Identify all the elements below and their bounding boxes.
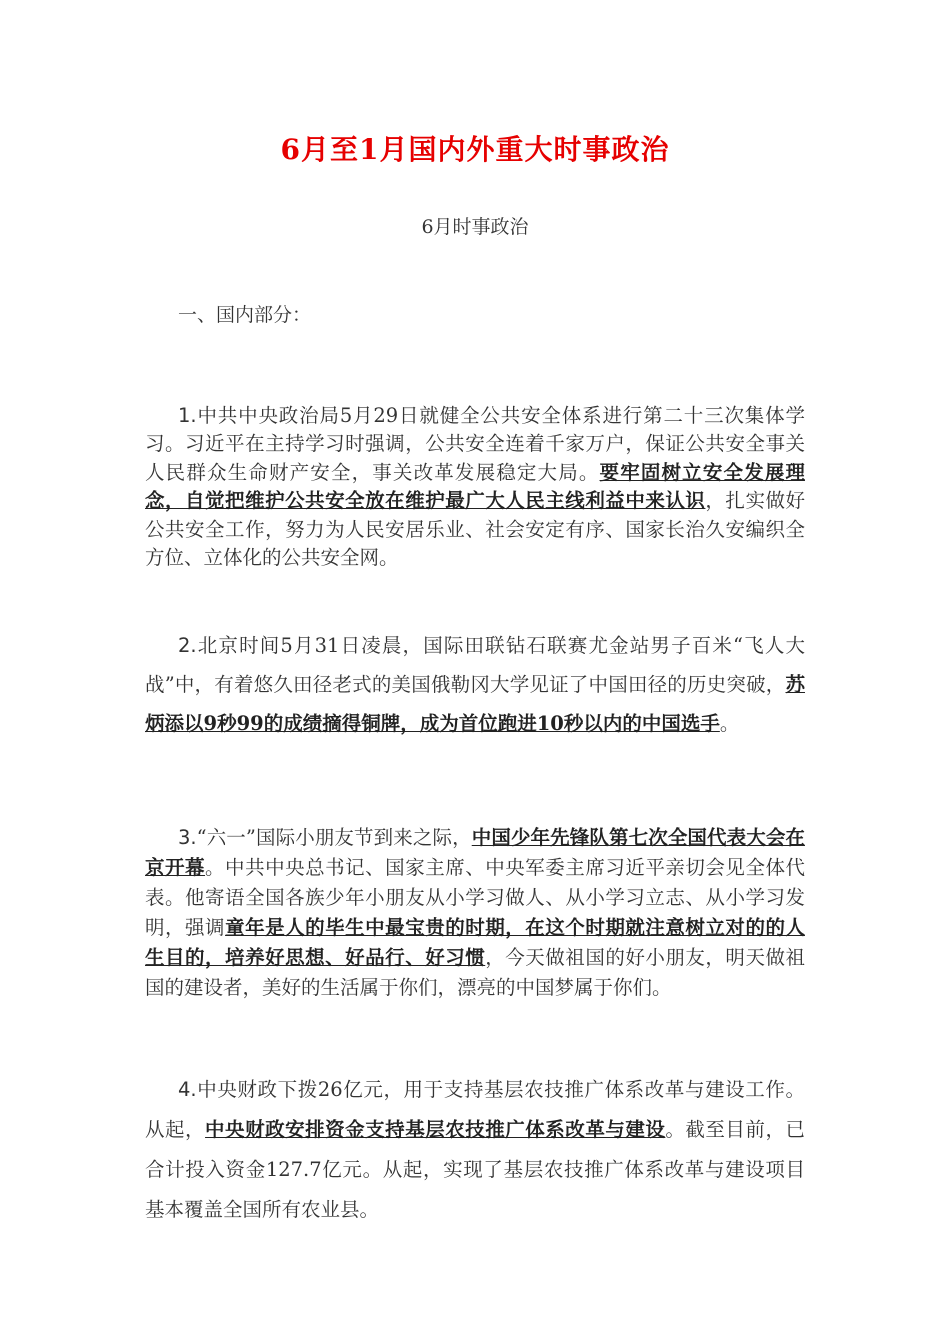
item-number: 3. [178,825,197,849]
item-emphasis: 中国少年先锋队第七次全国代表大会在京开幕 [145,825,805,879]
item-text: 中央财政下拨26亿元，用于支持基层农技推广体系改革与建设工作。从起， [145,1077,805,1141]
news-item-4 [145,1070,805,1230]
item-text: 北京时间5月31日凌晨，国际田联钻石联赛尤金站男子百米“飞人大战”中，有着悠久田径老式的美国俄勒冈大学见证了中国田径的历史突破， [145,633,805,696]
item-text: “六一”国际小朋友节到来之际， [196,825,472,849]
news-item-2 [145,626,805,743]
item-text: ，今天做祖国的好小朋友，明天做祖国的建设者，美好的生活属于你们，漂亮的中国梦属于你们。 [145,945,805,999]
news-item-3 [145,823,805,1003]
document-title: 6月至1月国内外重大时事政治 [280,133,670,166]
document-subtitle: 6月时事政治 [421,216,529,238]
item-number: 1. [178,403,197,427]
item-text: 中共中央政治局5月29日就健全公共安全体系进行第二十三次集体学习。习近平在主持学习时强调，公共安全连着千家万户，保证公共安全事关人民群众生命财产安全，事关改革发展稳定大局。 [145,403,805,484]
item-emphasis: 童年是人的毕生中最宝贵的时期，在这个时期就注意树立对的的人生目的，培养好思想、好品行、好习惯 [145,915,805,969]
section-heading: 一、国内部分： [178,304,312,326]
item-text: 。截至目前，已合计投入资金127.7亿元。从起，实现了基层农技推广体系改革与建设项目基本覆盖全国所有农业县。 [145,1117,805,1221]
item-number: 4. [178,1077,197,1101]
item-emphasis: 要牢固树立安全发展理念，自觉把维护公共安全放在维护最广大人民主线利益中来认识 [145,460,805,512]
item-number: 2. [178,633,197,657]
item-emphasis: 中央财政安排资金支持基层农技推广体系改革与建设 [205,1117,666,1141]
item-emphasis: 苏炳添以9秒99的成绩摘得铜牌，成为首位跑进10秒以内的中国选手 [145,672,805,735]
news-item-1 [145,402,805,573]
item-text: 。中共中央总书记、国家主席、中央军委主席习近平亲切会见全体代表。他寄语全国各族少年小朋友从小学习做人、从小学习立志、从小学习发明，强调 [145,855,805,939]
item-text: ，扎实做好公共安全工作，努力为人民安居乐业、社会安定有序、国家长治久安编织全方位、立体化的公共安全网。 [145,489,805,569]
item-text: 。 [719,711,740,735]
